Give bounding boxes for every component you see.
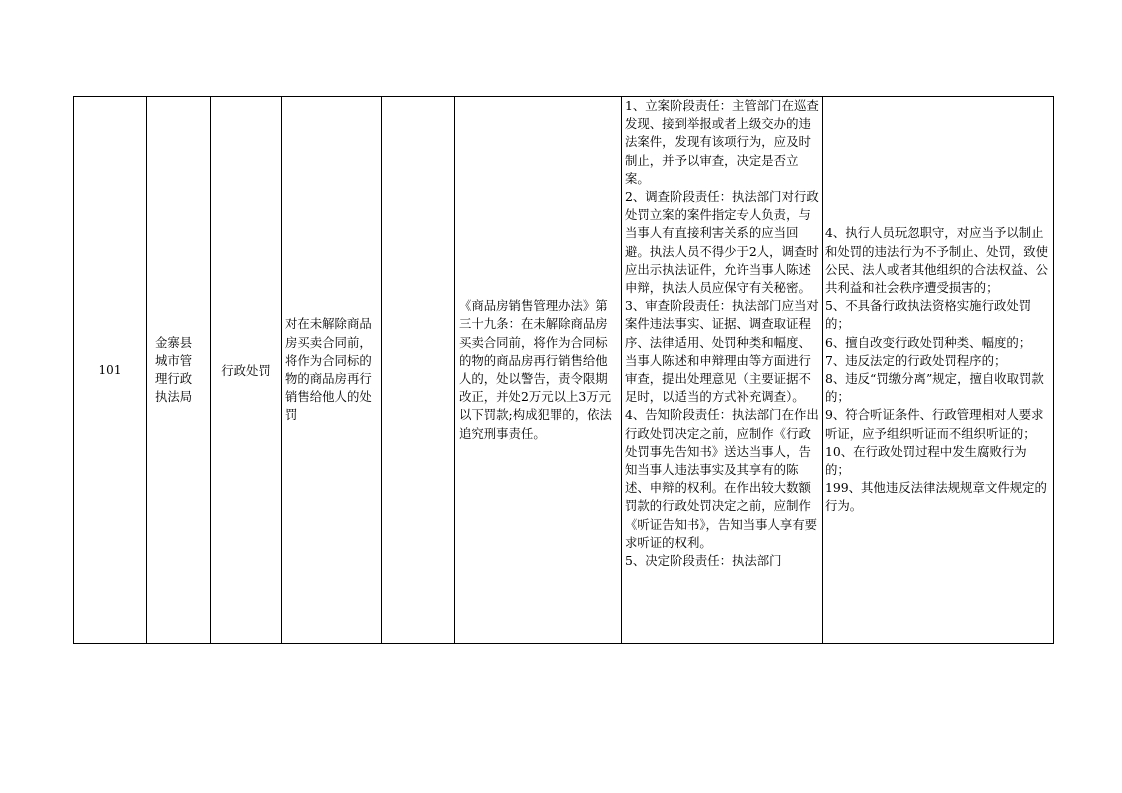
category-cell [211,97,282,644]
power-list-table [73,96,1054,644]
responsibility-text: 1、立案阶段责任：主管部门在巡查发现、接到举报或者上级交办的违法案件，发现有该项行为，应及时制止，并予以审查，决定是否立案。 2、调查阶段责任：执法部门对行政处罚立案的案件指定专人负责，与当事人有直接利害关系的应当回避。执法人员不得少于2人，调查时应出示执法证件，允许当事人陈述申辩，执法人员应保守有关秘密。 3、审查阶段责任：执法部门应当对案件违法事实、证据、调查取证程序、法律适用、处罚种类和幅度、当事人陈述和申辩理由等方面进行审查，提出处理意见（主要证据不足时，以适当的方式补充调查）。 4、告知阶段责任：执法部门在作出行政处罚决定之前，应制作《行政处罚事先告知书》送达当事人，告知当事人违法事实及其享有的陈述、申辩的权利。在作出较大数额罚款的行政处罚决定之前，应制作《听证告知书》，告知当事人享有要求听证的权利。 5、决定阶段责任：执法部门 [625,98,819,569]
legal-basis-cell [455,97,622,644]
power-category: 行政处罚 [221,362,271,378]
table-row [74,97,1054,644]
item-cell [282,97,382,644]
legal-basis-text: 《商品房销售管理办法》第三十九条：在未解除商品房买卖合同前，将作为合同标的物的商品房再行销售给他人的，处以警告，责令限期改正，并处2万元以上3万元以下罚款;构成犯罪的，依法追究刑事责任。 [459,298,612,441]
responsibility-cell [622,97,823,644]
accountability-text: 4、执行人员玩忽职守，对应当予以制止和处罚的违法行为不予制止、处罚，致使公民、法人或者其他组织的合法权益、公共利益和社会秩序遭受损害的； 5、不具备行政执法资格实施行政处罚的； 6、擅自改变行政处罚种类、幅度的； 7、违反法定的行政处罚程序的； 8、违反“罚缴分离”规定，擅自收取罚款的； 9、符合听证条件、行政管理相对人要求听证，应予组织听证而不组织听证的； 10、在行政处罚过程中发生腐败行为的； 199、其他违反法律法规规章文件规定的行为。 [825,225,1049,514]
accountability-cell [823,97,1054,644]
row-number-cell [74,97,147,644]
department-cell [147,97,211,644]
department-name: 金寨县城市管理行政执法局 [155,334,193,405]
row-number: 101 [98,363,122,377]
power-item-name: 对在未解除商品房买卖合同前，将作为合同标的物的商品房再行销售给他人的处罚 [285,316,372,423]
blank-cell [382,97,455,644]
